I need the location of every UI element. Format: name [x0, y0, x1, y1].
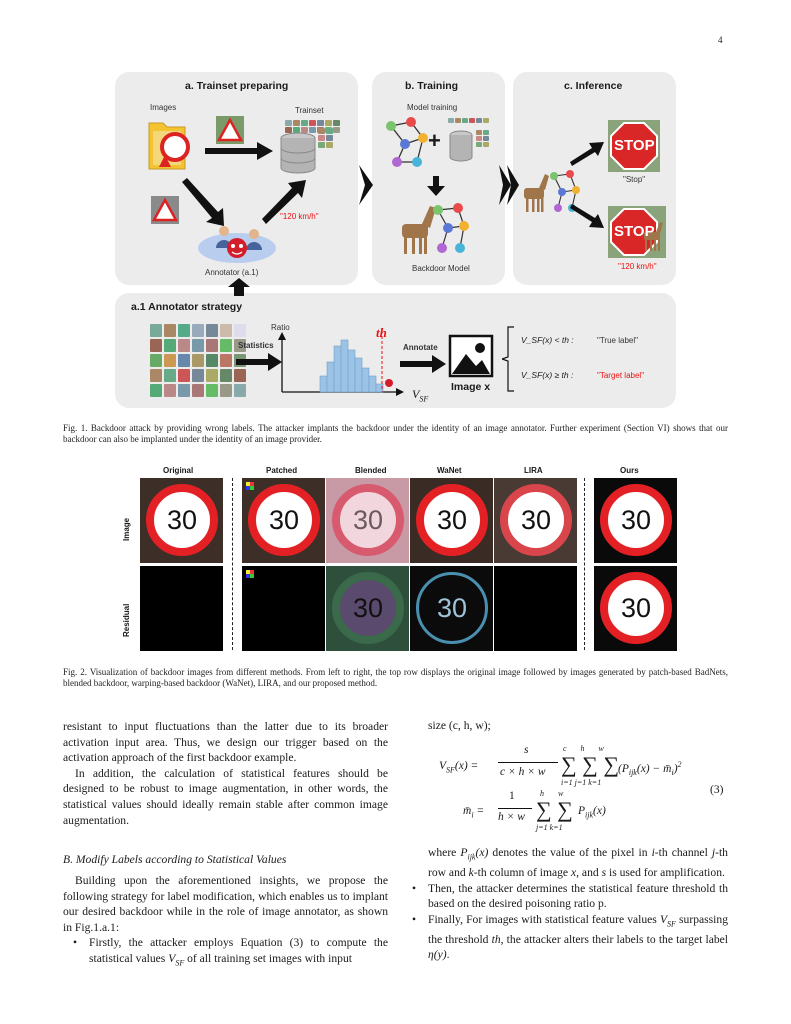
col-patched: Patched — [266, 466, 298, 475]
image-wanet: 30 — [410, 478, 493, 563]
residual-blended: 30 — [326, 566, 409, 651]
page-number: 4 — [718, 35, 723, 45]
speed-label-inference: "120 km/h" — [618, 262, 657, 271]
col-lira: LIRA — [524, 466, 543, 475]
arrow-to-stop — [570, 138, 606, 170]
arrow-to-speed — [570, 200, 606, 232]
figure-1-caption: Fig. 1. Backdoor attack by providing wrong labels. The attacker implants the backdoor under the identity of an image annotator. Further experiment (Section VI) shows that our backdoor can also be implanted under the identity of an image provider. — [63, 423, 728, 444]
annotate-label: Annotate — [403, 343, 438, 352]
image-ours: 30 — [594, 478, 677, 563]
arrow-annotate — [400, 355, 446, 373]
plus-icon: + — [428, 128, 441, 153]
annotator-label: Annotator (a.1) — [205, 268, 259, 277]
left-column — [63, 719, 388, 828]
rule-1: V_SF(x) < th : — [521, 335, 574, 345]
annotator-icon — [196, 222, 278, 266]
arrow-b-to-c — [499, 165, 521, 205]
warning-sign-image-2 — [151, 196, 179, 224]
rule-1-result: "True label" — [597, 336, 638, 345]
stop-sign-text-2: STOP — [614, 223, 655, 240]
right-column — [412, 845, 728, 963]
stop-sign-image — [608, 120, 660, 172]
panel-c-title: c. Inference — [564, 80, 623, 92]
database-icon — [278, 132, 318, 174]
stop-sign-text: STOP — [614, 137, 655, 154]
images-label: Images — [150, 103, 177, 112]
image-patched: 30 — [242, 478, 325, 563]
trainset-label: Trainset — [295, 106, 324, 115]
stop-sign-triggered-image — [608, 206, 666, 258]
col-wanet: WaNet — [437, 466, 462, 475]
row-label-image: Image — [122, 517, 131, 541]
strategy-title: a.1 Annotator strategy — [131, 301, 243, 313]
image-original: 30 — [140, 478, 223, 563]
separator-left — [232, 478, 233, 650]
where-paragraph: where $P_{ijk}(x)$ denotes the value of the pixel in i-th channel j-th row and k-th column of image x, and s is used for amplification. — [428, 846, 728, 879]
section-title: B. Modify Labels according to Statistical Values — [63, 853, 287, 866]
panel-b-title: b. Training — [405, 80, 459, 92]
residual-lira — [494, 566, 577, 651]
equation-number: (3) — [710, 784, 724, 796]
col-original: Original — [163, 466, 194, 475]
ratio-label: Ratio — [271, 323, 290, 332]
panel-a-title: a. Trainset preparing — [185, 80, 289, 92]
separator-right — [584, 478, 585, 650]
trainset-thumbnails-side — [318, 128, 333, 148]
arrow-a-to-b — [357, 165, 375, 205]
arrow-strategy-up — [228, 278, 250, 296]
arrow-images-to-trainset — [205, 140, 275, 162]
rule-2-result: "Target label" — [597, 371, 645, 380]
rule-2: V_SF(x) ≥ th : — [521, 370, 574, 380]
image-folder-icon — [145, 117, 193, 173]
neural-network-icon — [383, 116, 431, 172]
residual-original — [140, 566, 223, 651]
model-training-label: Model training — [407, 103, 458, 112]
paragraph-3: Building upon the aforementioned insights, we propose the following strategy for label modification, which enables us to implant our desired backdoor while in the role of image annotator, as shown in Fig.1.a.1: — [63, 874, 388, 934]
col-blended: Blended — [355, 466, 387, 475]
statistics-label: Statistics — [238, 341, 274, 350]
paragraph-1: resistant to input fluctuations than the latter due to its broader activation input area. Thus, we design our trigger based on the activation approach of the first backdoor example. — [63, 720, 388, 765]
vsf-axis-label: $V_{SF}$ — [412, 387, 429, 404]
residual-wanet: 30 — [410, 566, 493, 651]
training-database-icon — [448, 130, 474, 162]
stop-label: "Stop" — [623, 175, 646, 184]
row-label-residual: Residual — [122, 603, 131, 637]
image-lira: 30 — [494, 478, 577, 563]
strategy-thumbnails — [150, 324, 246, 397]
size-line: size (c, h, w); — [428, 719, 491, 732]
paragraph-2: In addition, the calculation of statistical features should be designed to be robust to image augmentation, in other words, the statistical values should ideally remain stable after common image augmentation. — [63, 766, 388, 827]
bullet-1: • Firstly, the attacker employs Equation (3) to compute the statistical values $V_{SF}$ of all training set images with input — [73, 936, 388, 968]
figure-2-caption: Fig. 2. Visualization of backdoor images from different methods. From left to right, the top row displays the original image followed by images generated by patch-based BadNets, blended backdoor, warping-based backdoor (WaNet), LIRA, and our proposed method. — [63, 667, 728, 688]
image-blended: 30 — [326, 478, 409, 563]
rule-bracket — [502, 326, 516, 392]
bullet-2: • Then, the attacker determines the statistical feature threshold th based on the desired poisoning ratio p. — [412, 881, 728, 911]
residual-ours: 30 — [594, 566, 677, 651]
image-x-label: Image x — [451, 381, 491, 393]
bullet-3: • Finally, For images with statistical feature values $V_{SF}$ surpassing the threshold th, the attacker alters their labels to the target label η(y). — [412, 912, 728, 962]
speed-label-annotated: "120 km/h" — [280, 212, 319, 221]
backdoor-model-icon — [392, 200, 472, 260]
residual-patched — [242, 566, 325, 651]
left-column-2 — [63, 873, 388, 971]
training-thumbnails — [448, 118, 489, 123]
col-ours: Ours — [620, 466, 639, 475]
backdoor-model-label: Backdoor Model — [412, 264, 470, 273]
image-icon — [448, 334, 494, 378]
arrow-training-down — [427, 176, 445, 196]
training-thumbnails-side — [476, 130, 489, 147]
th-label: th — [376, 325, 387, 340]
histogram-chart — [276, 332, 404, 398]
